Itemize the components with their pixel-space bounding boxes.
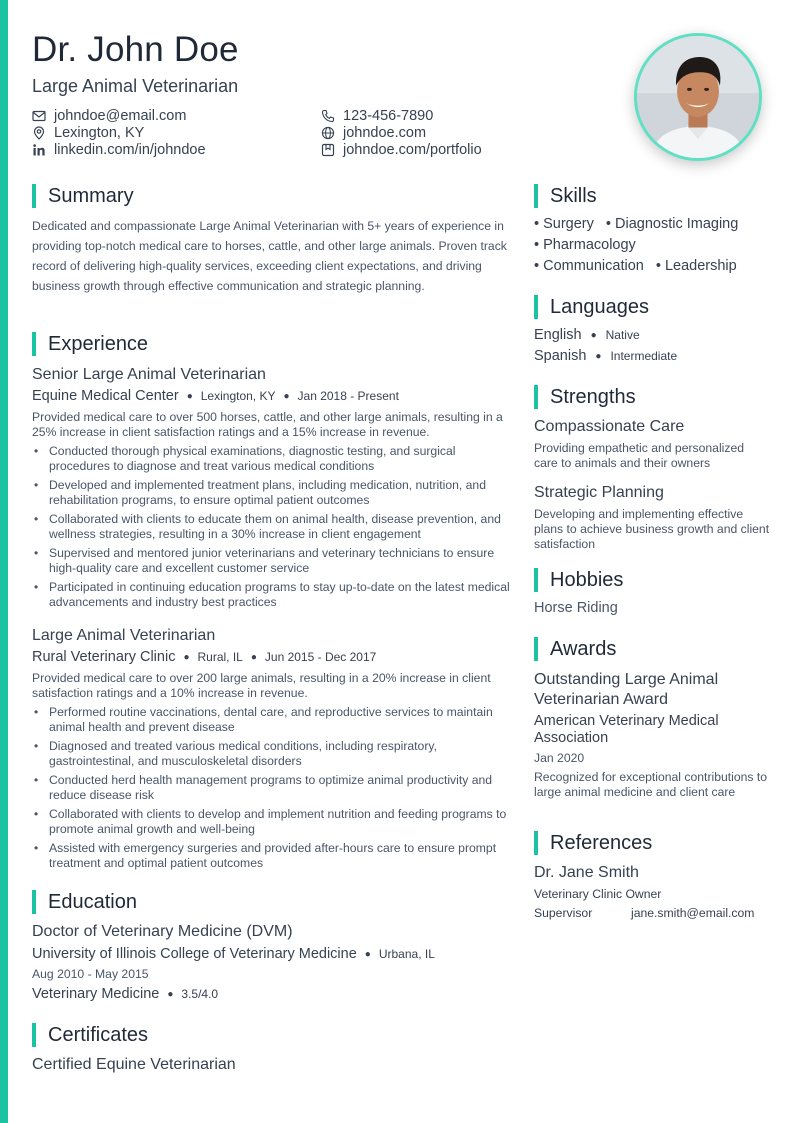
contact-website[interactable]	[321, 125, 426, 141]
accent-bar	[0, 0, 8, 1123]
linkedin-text: linkedin.com/in/johndoe	[54, 142, 206, 158]
job-description-1: Provided medical care to over 500 horses, cattle, and other large animals, resulting in a 25% increase in client satisfaction ratings and a 15% increase in revenue.	[32, 410, 503, 439]
website-text: johndoe.com	[343, 125, 427, 141]
phone-icon	[321, 109, 335, 123]
skill-text: Diagnostic Imaging	[615, 216, 739, 232]
candidate-name: Dr. John Doe	[32, 30, 239, 69]
company-1: Equine Medical Center	[32, 388, 179, 404]
contact-location	[32, 125, 144, 141]
skill-item: • Pharmacology	[534, 237, 636, 253]
education-heading	[32, 890, 137, 914]
skill-row	[534, 258, 774, 279]
portfolio-text: johndoe.com/portfolio	[343, 142, 482, 158]
strengths-heading-text: Strengths	[550, 385, 636, 408]
separator-dot: ●	[186, 390, 193, 402]
edu-field-row	[32, 986, 218, 1002]
summary-heading-text: Summary	[48, 184, 134, 207]
reference-name: Dr. Jane Smith	[534, 864, 639, 881]
strength-description: Providing empathetic and personalized care to animals and their owners	[534, 441, 745, 470]
separator-dot: ●	[183, 651, 190, 663]
summary-text: Dedicated and compassionate Large Animal Veterinarian with 5+ years of experience in providing top-notch medical care to horses, cattle, and other large animals. Proven track record of delivering high-quality services, exceeding client expectations, and driving business growth through effective communication and strategic planning.	[32, 219, 507, 293]
strength-title: Compassionate Care	[534, 418, 685, 435]
section-accent	[534, 295, 538, 319]
job-title-2: Large Animal Veterinarian	[32, 627, 216, 644]
skill-row	[534, 216, 774, 237]
awards-heading-text: Awards	[550, 637, 617, 660]
list-item: • Performed routine vaccinations, dental care, and reproductive services to maintain animal health and prevent disease	[32, 705, 512, 735]
language-name: English	[534, 327, 582, 343]
list-item: • Developed and implemented treatment plans, including medication, nutrition, and rehabilitation programs, to ensure optimal patient outcomes	[32, 478, 512, 508]
section-accent	[32, 1023, 36, 1047]
portfolio-icon	[321, 143, 335, 157]
edu-location: Urbana, IL	[378, 947, 435, 961]
certificate-item: Certified Equine Veterinarian	[32, 1056, 236, 1073]
separator-dot: ●	[590, 329, 597, 341]
job-title: Large Animal Veterinarian	[32, 76, 239, 96]
summary-heading	[32, 184, 134, 208]
award-title: Outstanding Large Animal Veterinarian Award	[534, 671, 719, 708]
skill-text: Surgery	[543, 216, 594, 232]
certificates-heading	[32, 1023, 148, 1047]
education-heading-text: Education	[48, 890, 137, 913]
skill-text: Pharmacology	[543, 237, 636, 253]
list-item: • Supervised and mentored junior veterinarians and veterinary technicians to ensure high-quality care and excellent customer service	[32, 546, 512, 576]
language-item	[534, 348, 677, 364]
linkedin-icon	[32, 143, 46, 157]
dates-2: Jun 2015 - Dec 2017	[264, 650, 377, 664]
hobbies-heading	[534, 568, 623, 592]
skill-row	[534, 237, 774, 258]
edu-degree: Doctor of Veterinary Medicine (DVM)	[32, 923, 293, 940]
separator-dot: ●	[364, 948, 371, 960]
email-text: johndoe@email.com	[54, 108, 187, 124]
language-item	[534, 327, 640, 343]
mail-icon	[32, 109, 46, 123]
contact-phone[interactable]	[321, 108, 433, 124]
language-name: Spanish	[534, 348, 587, 364]
list-item: • Collaborated with clients to educate them on animal health, disease prevention, and wellness strategies, resulting in a 30% increase in client engagement	[32, 512, 512, 542]
languages-heading	[534, 295, 649, 319]
award-date: Jan 2020	[534, 751, 585, 765]
skill-item: • Surgery	[534, 216, 594, 232]
skills-list	[534, 216, 774, 279]
skill-text: Communication	[543, 258, 644, 274]
reference-relation: Supervisor	[534, 906, 593, 920]
language-level: Intermediate	[610, 349, 678, 363]
contact-email[interactable]	[32, 108, 186, 124]
separator-dot: ●	[595, 350, 602, 362]
edu-gpa: 3.5/4.0	[181, 987, 219, 1001]
experience-heading	[32, 332, 148, 356]
section-accent	[534, 568, 538, 592]
location-2: Rural, IL	[197, 650, 243, 664]
list-item: • Conducted herd health management programs to optimize animal productivity and reduce disease risk	[32, 773, 512, 803]
award-description: Recognized for exceptional contributions to large animal medicine and client care	[534, 770, 768, 799]
job-bullets-2	[32, 705, 512, 875]
skills-heading-text: Skills	[550, 184, 597, 207]
references-heading	[534, 831, 652, 855]
edu-dates: Aug 2010 - May 2015	[32, 967, 149, 981]
certificates-heading-text: Certificates	[48, 1023, 149, 1046]
job-bullets-1	[32, 444, 512, 614]
section-accent	[534, 637, 538, 661]
section-accent	[32, 332, 36, 356]
experience-heading-text: Experience	[48, 332, 149, 355]
list-item: • Collaborated with clients to develop and implement nutrition and feeding programs to promote animal growth and well-being	[32, 807, 512, 837]
separator-dot: ●	[283, 390, 290, 402]
separator-dot: ●	[250, 651, 257, 663]
skill-text: Leadership	[664, 258, 737, 274]
contact-linkedin[interactable]	[32, 142, 206, 158]
location-pin-icon	[32, 126, 46, 140]
language-level: Native	[605, 328, 640, 342]
dates-1: Jan 2018 - Present	[297, 389, 399, 403]
phone-text: 123-456-7890	[343, 108, 434, 124]
skill-item: • Leadership	[655, 258, 737, 274]
section-accent	[534, 385, 538, 409]
job-meta-1	[32, 388, 399, 404]
edu-field: Veterinary Medicine	[32, 986, 160, 1002]
job-meta-2	[32, 649, 376, 665]
globe-icon	[321, 126, 335, 140]
skills-heading	[534, 184, 597, 208]
edu-school-row	[32, 946, 435, 962]
award-issuer: American Veterinary Medical Association	[534, 713, 719, 746]
list-item: • Diagnosed and treated various medical conditions, including respiratory, gastrointestinal, and musculoskeletal disorders	[32, 739, 512, 769]
separator-dot: ●	[167, 988, 174, 1000]
job-title-1: Senior Large Animal Veterinarian	[32, 366, 266, 383]
skill-item: • Diagnostic Imaging	[605, 216, 739, 232]
company-2: Rural Veterinary Clinic	[32, 649, 176, 665]
contact-portfolio[interactable]	[321, 142, 482, 158]
location-text: Lexington, KY	[54, 125, 145, 141]
references-heading-text: References	[550, 831, 653, 854]
profile-photo	[634, 33, 762, 161]
strength-description: Developing and implementing effective plans to achieve business growth and client satisfaction	[534, 507, 770, 551]
strength-title: Strategic Planning	[534, 484, 664, 501]
skill-item: • Communication	[534, 258, 644, 274]
strengths-heading	[534, 385, 636, 409]
awards-heading	[534, 637, 616, 661]
list-item: • Participated in continuing education programs to stay up-to-date on the latest medical advancements and industry best practices	[32, 580, 512, 610]
list-item: • Conducted thorough physical examinations, diagnostic testing, and surgical procedures to diagnose and treat various medical conditions	[32, 444, 512, 474]
languages-heading-text: Languages	[550, 295, 649, 318]
section-accent	[32, 184, 36, 208]
hobbies-heading-text: Hobbies	[550, 568, 624, 591]
list-item: • Assisted with emergency surgeries and provided after-hours care to ensure prompt treatment and optimal patient outcomes	[32, 841, 512, 871]
reference-role: Veterinary Clinic Owner	[534, 887, 662, 901]
location-1: Lexington, KY	[200, 389, 276, 403]
section-accent	[32, 890, 36, 914]
job-description-2: Provided medical care to over 200 large animals, resulting in a 20% increase in client satisfaction ratings and a 10% increase in revenue.	[32, 671, 491, 700]
reference-email[interactable]: jane.smith@email.com	[631, 906, 755, 920]
section-accent	[534, 184, 538, 208]
hobby-item: Horse Riding	[534, 600, 618, 616]
section-accent	[534, 831, 538, 855]
edu-school: University of Illinois College of Veterinary Medicine	[32, 946, 357, 962]
